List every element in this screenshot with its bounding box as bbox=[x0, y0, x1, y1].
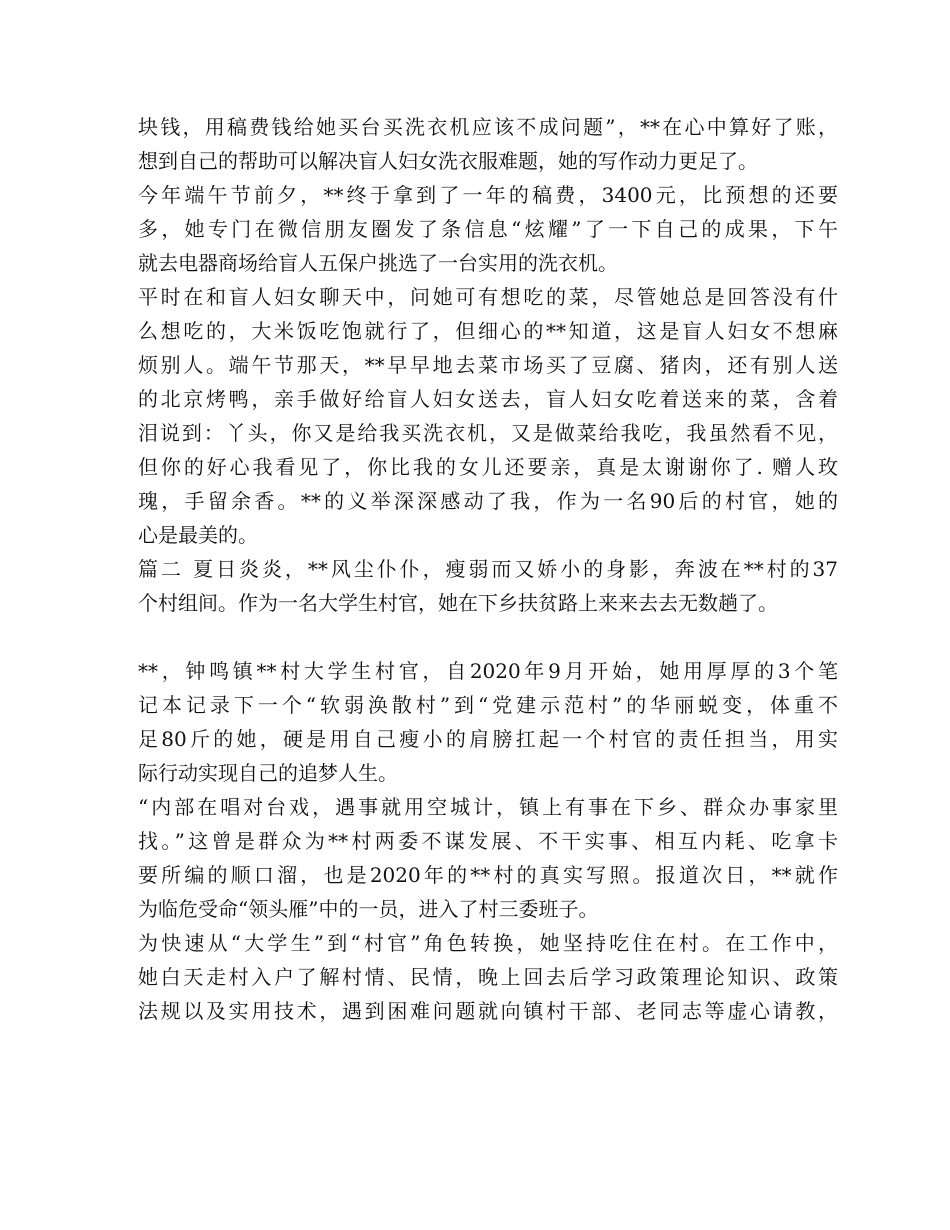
text-line: 心是最美的。 bbox=[138, 523, 258, 547]
text-line: 法规以及实用技术，遇到困难问题就向镇村干部、老同志等虚心请教， bbox=[138, 999, 838, 1023]
text-line: 么想吃的，大米饭吃饱就行了，但细心的**知道，这是盲人妇女不想麻 bbox=[138, 319, 838, 343]
text-line: 记本记录下一个“软弱涣散村”到“党建示范村”的华丽蜕变，体重不 bbox=[138, 693, 838, 717]
text-line: **，钟鸣镇**村大学生村官，自2020年9月开始，她用厚厚的3个笔 bbox=[138, 659, 838, 683]
text-line: 个村组间。作为一名大学生村官，她在下乡扶贫路上来来去去无数趟了。 bbox=[138, 591, 778, 615]
text-line: 烦别人。端午节那天，**早早地去菜市场买了豆腐、猪肉，还有别人送 bbox=[138, 353, 838, 377]
text-line: 际行动实现自己的追梦人生。 bbox=[138, 761, 398, 785]
blank-line bbox=[138, 620, 838, 654]
text-line: 想到自己的帮助可以解决盲人妇女洗衣服难题，她的写作动力更足了。 bbox=[138, 149, 758, 173]
text-line: 今年端午节前夕，**终于拿到了一年的稿费，3400元，比预想的还要 bbox=[138, 183, 838, 207]
text-line: 要所编的顺口溜，也是2020年的**村的真实写照。报道次日，**就作 bbox=[138, 863, 838, 887]
text-line: 篇二 夏日炎炎，**风尘仆仆，瘦弱而又娇小的身影，奔波在**村的37 bbox=[138, 557, 838, 581]
text-line: 泪说到：丫头，你又是给我买洗衣机，又是做菜给我吃，我虽然看不见， bbox=[138, 421, 838, 445]
text-line: 平时在和盲人妇女聊天中，问她可有想吃的菜，尽管她总是回答没有什 bbox=[138, 285, 838, 309]
text-line: 多，她专门在微信朋友圈发了条信息“炫耀”了一下自己的成果，下午 bbox=[138, 217, 838, 241]
text-line: 的北京烤鸭，亲手做好给盲人妇女送去，盲人妇女吃着送来的菜，含着 bbox=[138, 387, 838, 411]
text-line: 瑰，手留余香。**的义举深深感动了我，作为一名90后的村官，她的 bbox=[138, 489, 838, 513]
text-line: 找。”这曾是群众为**村两委不谋发展、不干实事、相互内耗、吃拿卡 bbox=[138, 829, 838, 853]
text-line: 为快速从“大学生”到“村官”角色转换，她坚持吃住在村。在工作中， bbox=[138, 931, 838, 955]
text-line: 足80斤的她，硬是用自己瘦小的肩膀扛起一个村官的责任担当，用实 bbox=[138, 727, 838, 751]
text-line: 她白天走村入户了解村情、民情，晚上回去后学习政策理论知识、政策 bbox=[138, 965, 838, 989]
text-line: 块钱，用稿费钱给她买台买洗衣机应该不成问题”，**在心中算好了账， bbox=[138, 115, 838, 139]
text-line: 为临危受命“领头雁”中的一员，进入了村三委班子。 bbox=[138, 897, 599, 921]
text-line: “内部在唱对台戏，遇事就用空城计，镇上有事在下乡、群众办事家里 bbox=[138, 795, 838, 819]
text-line: 但你的好心我看见了，你比我的女儿还要亲，真是太谢谢你了. 赠人玫 bbox=[138, 455, 838, 479]
text-line: 就去电器商场给盲人五保户挑选了一台实用的洗衣机。 bbox=[138, 251, 618, 275]
body-text bbox=[138, 110, 838, 1028]
